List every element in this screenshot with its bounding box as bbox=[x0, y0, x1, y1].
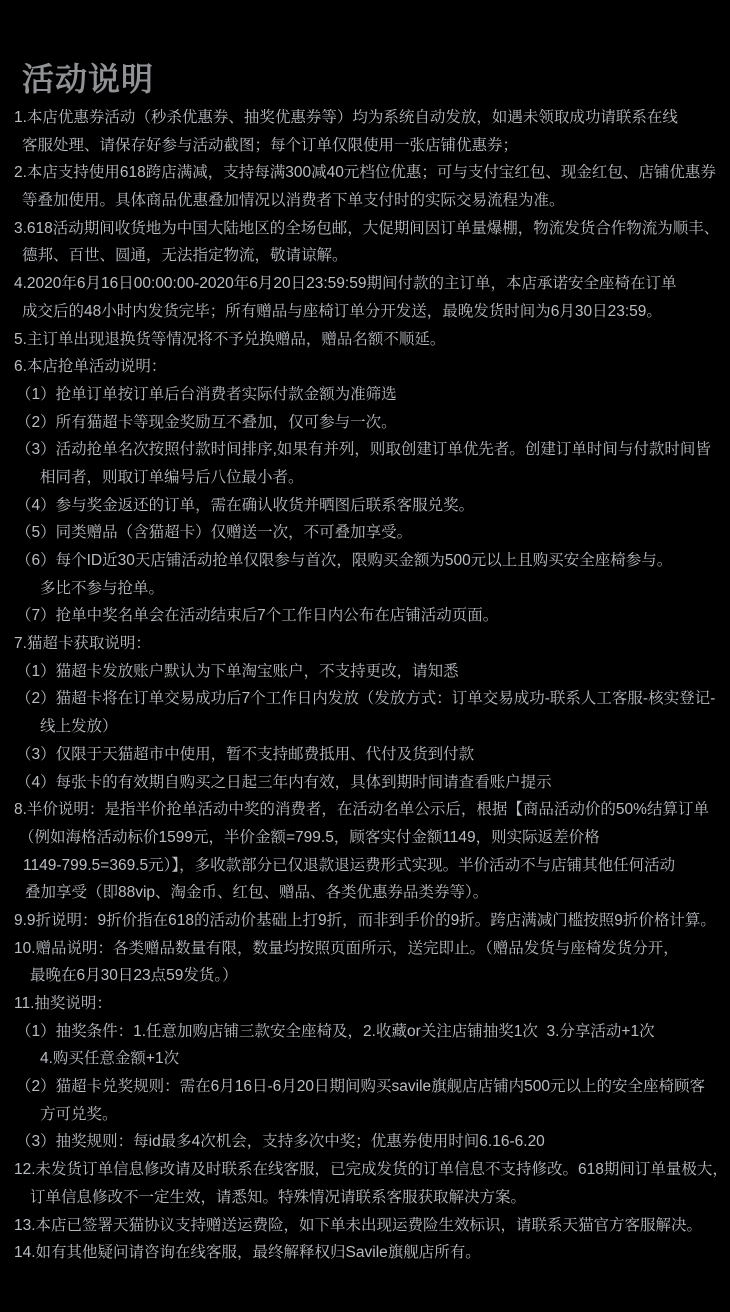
text-line: （3）仅限于天猫超市中使用，暂不支持邮费抵用、代付及货到付款 bbox=[16, 745, 475, 763]
page-title: 活动说明 bbox=[22, 61, 155, 98]
text-line: 4.购买任意金额+1次 bbox=[40, 1050, 180, 1068]
text-line: （5）同类赠品（含猫超卡）仅赠送一次，不可叠加享受。 bbox=[16, 524, 413, 542]
text-line: 3.618活动期间收货地为中国大陆地区的全场包邮，大促期间因订单量爆棚，物流发货合作物流为顺丰、 bbox=[14, 219, 720, 237]
text-line: 等叠加使用。具体商品优惠叠加情况以消费者下单支付时的实际交易流程为准。 bbox=[22, 192, 565, 210]
text-line: 成交后的48小时内发货完毕；所有赠品与座椅订单分开发送，最晚发货时间为6月30日23:59。 bbox=[22, 302, 662, 320]
text-line: 方可兑奖。 bbox=[40, 1105, 118, 1123]
text-line: 6.本店抢单活动说明： bbox=[14, 358, 167, 376]
text-line: （3）活动抢单名次按照付款时间排序,如果有并列，则取创建订单优先者。创建订单时间与付款时间皆 bbox=[16, 441, 711, 459]
text-line: 7.猫超卡获取说明： bbox=[14, 635, 151, 653]
text-line: 客服处理、请保存好参与活动截图；每个订单仅限使用一张店铺优惠券； bbox=[22, 136, 519, 154]
text-line: 1.本店优惠券活动（秒杀优惠券、抽奖优惠券等）均为系统自动发放，如遇未领取成功请联系在线 bbox=[14, 109, 678, 126]
text-line: （例如海格活动标价1599元，半价金额=799.5，顾客实付金额1149，则实际返差价格 bbox=[19, 828, 600, 846]
text-line: （2）所有猫超卡等现金奖励互不叠加，仅可参与一次。 bbox=[16, 413, 397, 431]
text-line: 9.9折说明：9折价指在618的活动价基础上打9折，而非到手价的9折。跨店满减门槛按照9折价格计算。 bbox=[14, 911, 716, 929]
text-line: （4）每张卡的有效期自购买之日起三年内有效，具体到期时间请查看账户提示 bbox=[16, 773, 552, 791]
text-line: 5.主订单出现退换货等情况将不予兑换赠品，赠品名额不顺延。 bbox=[14, 330, 446, 348]
text-line: 线上发放） bbox=[40, 718, 118, 736]
text-line: （1）抢单订单按订单后台消费者实际付款金额为准筛选 bbox=[16, 385, 397, 403]
text-line: 订单信息修改不一定生效，请悉知。特殊情况请联系客服获取解决方案。 bbox=[30, 1188, 527, 1206]
text-line: 13.本店已签署天猫协议支持赠送运费险，如下单未出现运费险生效标识，请联系天猫官方客服解决。 bbox=[14, 1216, 703, 1234]
text-line: （7）抢单中奖名单会在活动结束后7个工作日内公布在店铺活动页面。 bbox=[16, 607, 499, 625]
terms-list bbox=[0, 104, 730, 1267]
text-line: 1149-799.5=369.5元）】，多收款部分已仅退款退运费形式实现。半价活动不与店铺其他任何活动 bbox=[23, 856, 676, 874]
text-line: （3）抽奖规则：每id最多4次机会，支持多次中奖；优惠券使用时间6.16-6.20 bbox=[16, 1133, 545, 1151]
text-line: （4）参与奖金返还的订单，需在确认收货并晒图后联系客服兑奖。 bbox=[16, 496, 475, 514]
text-line: （1）猫超卡发放账户默认为下单淘宝账户，不支持更改，请知悉 bbox=[16, 662, 459, 680]
text-line: 8.半价说明：是指半价抢单活动中奖的消费者，在活动名单公示后，根据【商品活动价的50%结算订单 bbox=[14, 801, 709, 819]
text-line: 12.未发货订单信息修改请及时联系在线客服，已完成发货的订单信息不支持修改。618期间订单量极大， bbox=[14, 1161, 728, 1179]
text-line: 4.2020年6月16日00:00:00-2020年6月20日23:59:59期间付款的主订单，本店承诺安全座椅在订单 bbox=[14, 275, 677, 293]
text-line: 相同者，则取订单编号后八位最小者。 bbox=[40, 468, 304, 486]
text-line: （2）猫超卡将在订单交易成功后7个工作日内发放（发放方式：订单交易成功-联系人工客服-核实登记- bbox=[16, 690, 716, 708]
text-line: 多比不参与抢单。 bbox=[40, 579, 165, 597]
text-line: 10.赠品说明：各类赠品数量有限，数量均按照页面所示，送完即止。（赠品发货与座椅发货分开， bbox=[14, 939, 679, 957]
text-line: （6）每个ID近30天店铺活动抢单仅限参与首次，限购买金额为500元以上且购买安全座椅参与。 bbox=[16, 552, 673, 569]
text-line: 德邦、百世、圆通，无法指定物流，敬请谅解。 bbox=[22, 247, 348, 265]
text-line: 2.本店支持使用618跨店满减，支持每满300减40元档位优惠；可与支付宝红包、现金红包、店铺优惠券 bbox=[14, 164, 716, 182]
text-line: （2）猫超卡兑奖规则：需在6月16日-6月20日期间购买savile旗舰店店铺内500元以上的安全座椅顾客 bbox=[16, 1078, 705, 1096]
text-line: 11.抽奖说明： bbox=[14, 995, 112, 1012]
text-line: 最晚在6月30日23点59发货。） bbox=[30, 967, 238, 985]
text-line: （1）抽奖条件：1.任意加购店铺三款安全座椅及，2.收藏or关注店铺抽奖1次 3.分享活动+1次 bbox=[16, 1022, 655, 1040]
text-line: 叠加享受（即88vip、淘金币、红包、赠品、各类优惠券品类券等）。 bbox=[25, 884, 489, 902]
text-line: 14.如有其他疑问请咨询在线客服，最终解释权归Savile旗舰店所有。 bbox=[14, 1244, 481, 1262]
